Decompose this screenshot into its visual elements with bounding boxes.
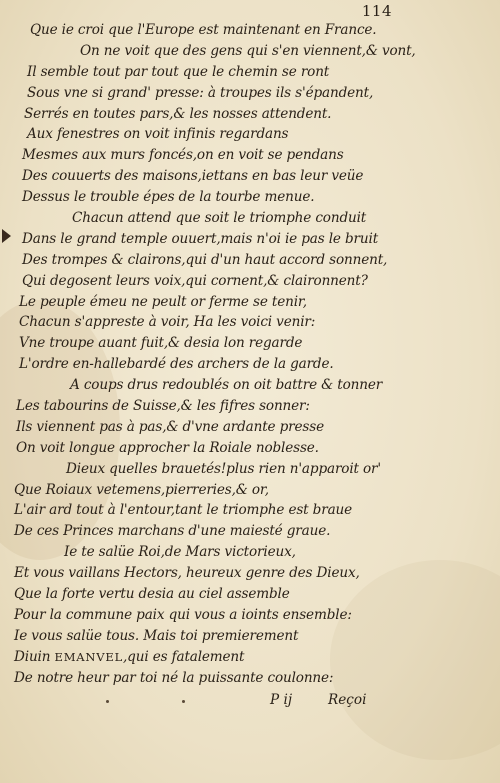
verse-line: Que Roiaux vetemens,pierreries,& or,	[14, 481, 269, 498]
verse-line: Ie te salüe Roi,de Mars victorieux,	[64, 544, 296, 561]
verse-line: Pour la commune paix qui vous a ioints ensemble:	[14, 606, 352, 623]
verse-line: Des trompes & clairons,qui d'un haut accord sonnent,	[22, 251, 388, 268]
page-footer	[0, 692, 500, 714]
verse-line: L'ordre en-hallebardé des archers de la garde.	[19, 356, 334, 373]
verse-line: Les tabourins de Suisse,& les fifres sonner:	[16, 398, 310, 415]
catchword: Reçoi	[328, 692, 367, 708]
verse-line: Ie vous salüe tous. Mais toi premierement	[14, 627, 299, 644]
verse-line: Dieux quelles brauetés!plus rien n'apparoit or'	[66, 460, 381, 477]
verse-line: Il semble tout par tout que le chemin se ront	[27, 63, 330, 80]
verse-line: Dessus le trouble épes de la tourbe menue.	[22, 189, 315, 206]
verse-text	[0, 20, 500, 689]
verse-line: Qui degosent leurs voix,qui cornent,& claironnent?	[22, 272, 368, 289]
verse-line: Chacun attend que soit le triomphe conduit	[72, 210, 367, 227]
verse-line: Que la forte vertu desia au ciel assemble	[14, 586, 290, 603]
page-number: 114	[361, 2, 392, 20]
verse-line: Que ie croi que l'Europe est maintenant en France.	[30, 22, 377, 38]
proper-name: EMANVEL	[54, 649, 124, 664]
verse-line: De ces Princes marchans d'une maiesté graue.	[14, 523, 331, 540]
verse-line: Serrés en toutes pars,& les nosses attendent.	[24, 105, 332, 122]
verse-line: Vne troupe auant fuit,& desia lon regarde	[19, 335, 303, 352]
verse-line: Et vous vaillans Hectors, heureux genre des Dieux,	[14, 565, 360, 582]
verse-line: Le peuple émeu ne peult or ferme se tenir,	[19, 293, 307, 310]
verse-line: Sous vne si grand' presse: à troupes ils s'épandent,	[27, 84, 374, 101]
verse-line: On voit longue approcher la Roiale noblesse.	[16, 439, 319, 456]
signature-mark: P ij	[270, 692, 293, 708]
verse-line-text: Diuin	[14, 648, 55, 665]
verse-line: De notre heur par toi né la puissante coulonne:	[14, 669, 334, 686]
verse-line: L'air ard tout à l'entour,tant le triomphe est braue	[14, 502, 353, 519]
verse-line-text: ,qui es fatalement	[123, 648, 245, 665]
verse-line: Ils viennent pas à pas,& d'vne ardante presse	[16, 418, 324, 435]
verse-line: Aux fenestres on voit infinis regardans	[27, 126, 289, 143]
verse-line: Dans le grand temple ouuert,mais n'oi ie pas le bruit	[22, 230, 379, 247]
verse-line: On ne voit que des gens qui s'en viennent,& vont,	[80, 42, 416, 59]
verse-line: Chacun s'appreste à voir, Ha les voici venir:	[19, 314, 316, 331]
verse-line	[0, 647, 500, 668]
verse-line: A coups drus redoublés on oit battre & tonner	[70, 377, 383, 394]
verse-line: Mesmes aux murs foncés,on en voit se pendans	[22, 147, 344, 164]
verse-line: Des couuerts des maisons,iettans en bas leur veüe	[22, 168, 364, 185]
